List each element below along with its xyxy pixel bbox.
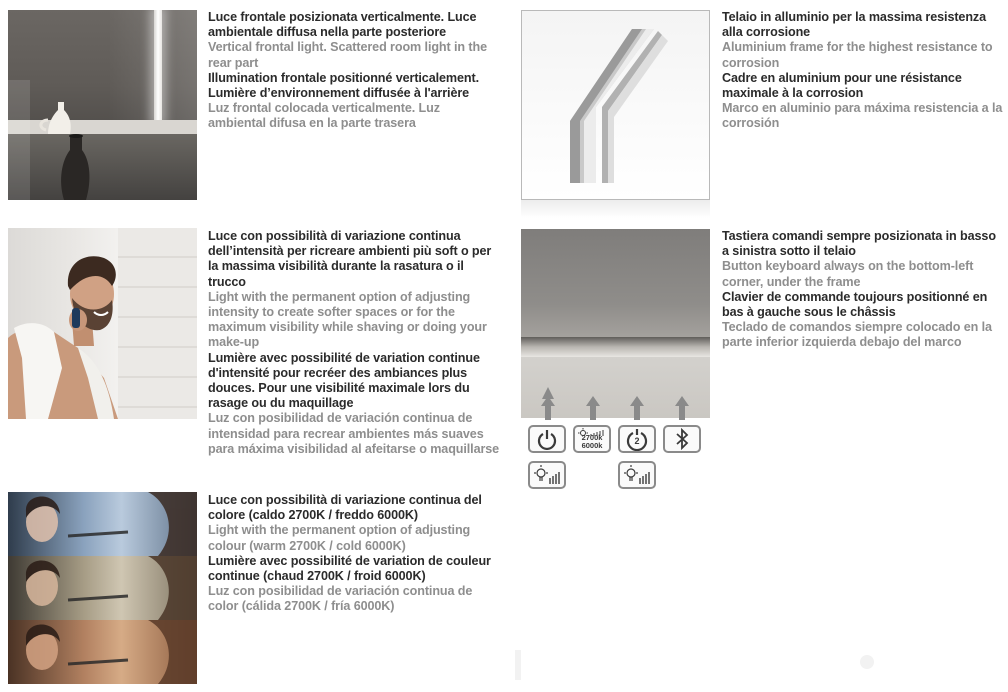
aluminium-frame-photo [521, 10, 710, 200]
arrows-row [521, 394, 710, 424]
paragraph-fr: Lumière avec possibilité de variation continue d'intensité pour recréer des ambiances plus douces. Pour une visibilité maximale lors du rasage ou du maquillage [208, 350, 480, 411]
paragraph-fr: Lumière avec possibilité de variation de couleur continue (chaud 2700K / froid 6000K) [208, 553, 491, 584]
dimmer-button[interactable] [528, 461, 566, 489]
paragraph-it: Luce con possibilità di variazione continua del colore (caldo 2700K / freddo 6000K) [208, 493, 482, 523]
power-icon [536, 428, 558, 450]
paragraph-es: Luz frontal colocada verticalmente. Luz ambiental difusa en la parte trasera [208, 101, 440, 131]
aluminium-frame-text [722, 10, 1006, 132]
paragraph-es: Luz con posibilidad de variación continua de intensidad para recrear ambientes más suaves para máxima visibilidad al afeitarse o maquillarse [208, 411, 500, 456]
color-temp-cold-label: 6000k [581, 441, 603, 450]
dimmable-intensity-text [208, 229, 500, 457]
arrow-up-icon [541, 396, 555, 420]
paragraph-en: Aluminium frame for the highest resistance to corrosion [722, 40, 993, 70]
dimmer-button-2[interactable] [618, 461, 656, 489]
man-shaving-photo [8, 228, 197, 419]
power-button[interactable] [528, 425, 566, 453]
arrow-up-icon [675, 396, 689, 420]
bluetooth-button[interactable] [663, 425, 701, 453]
color-temp-icon [577, 428, 607, 438]
faint-mark [515, 650, 521, 680]
dimmer-icon [532, 464, 562, 486]
arrow-up-icon [586, 396, 600, 420]
paragraph-es: Luz con posibilidad de variación continua de color (cálida 2700K / fría 6000K) [208, 584, 473, 614]
paragraph-en: Vertical frontal light. Scattered room light in the rear part [208, 40, 487, 70]
paragraph-en: Light with the permanent option of adjusting intensity to create softer spaces or for the maximum visibility while shaving or doing your make-up [208, 289, 487, 350]
vertical-light-text [208, 10, 498, 132]
paragraph-es: Marco en aluminio para máxima resistencia a la corrosión [722, 101, 1003, 131]
makeup-colour-photo [8, 492, 197, 684]
color-temp-button[interactable] [573, 425, 611, 453]
paragraph-it: Luce con possibilità di variazione continua dell’intensità per ricreare ambienti più soft o per la massima visibilità durante la rasatura o il trucco [208, 229, 492, 289]
power-2-button[interactable] [618, 425, 656, 453]
paragraph-fr: Clavier de commande toujours positionné en bas à gauche sous le châssis [722, 289, 988, 320]
paragraph-fr: Illumination frontale positionné verticalement. Lumière d’environnement diffusée à l'arrière [208, 70, 480, 101]
paragraph-it: Telaio in alluminio per la massima resistenza alla corrosione [722, 10, 987, 40]
frame-shadow [521, 200, 710, 218]
paragraph-en: Light with the permanent option of adjusting colour (warm 2700K / cold 6000K) [208, 523, 471, 553]
paragraph-es: Teclado de comandos siempre colocado en la parte inferior izquierda debajo del marco [722, 320, 992, 350]
color-temp-warm-label: 2700k [581, 433, 603, 442]
faint-mark [860, 655, 874, 669]
vertical-light-photo [8, 10, 197, 200]
paragraph-fr: Cadre en aluminium pour une résistance maximale à la corrosion [722, 70, 962, 101]
paragraph-en: Button keyboard always on the bottom-left corner, under the frame [722, 259, 974, 289]
button-keyboard-text [722, 229, 1006, 351]
paragraph-it: Tastiera comandi sempre posizionata in basso a sinistra sotto il telaio [722, 229, 996, 259]
power-2-digit: 2 [634, 436, 640, 446]
keyboard-photo [521, 229, 710, 418]
vase-illustration [8, 10, 197, 200]
bluetooth-icon [675, 428, 689, 450]
arrow-up-icon [630, 396, 644, 420]
paragraph-it: Luce frontale posizionata verticalmente. Luce ambientale diffusa nella parte posteriore [208, 10, 477, 40]
colour-temperature-text [208, 493, 498, 615]
dimmer-icon [622, 464, 652, 486]
